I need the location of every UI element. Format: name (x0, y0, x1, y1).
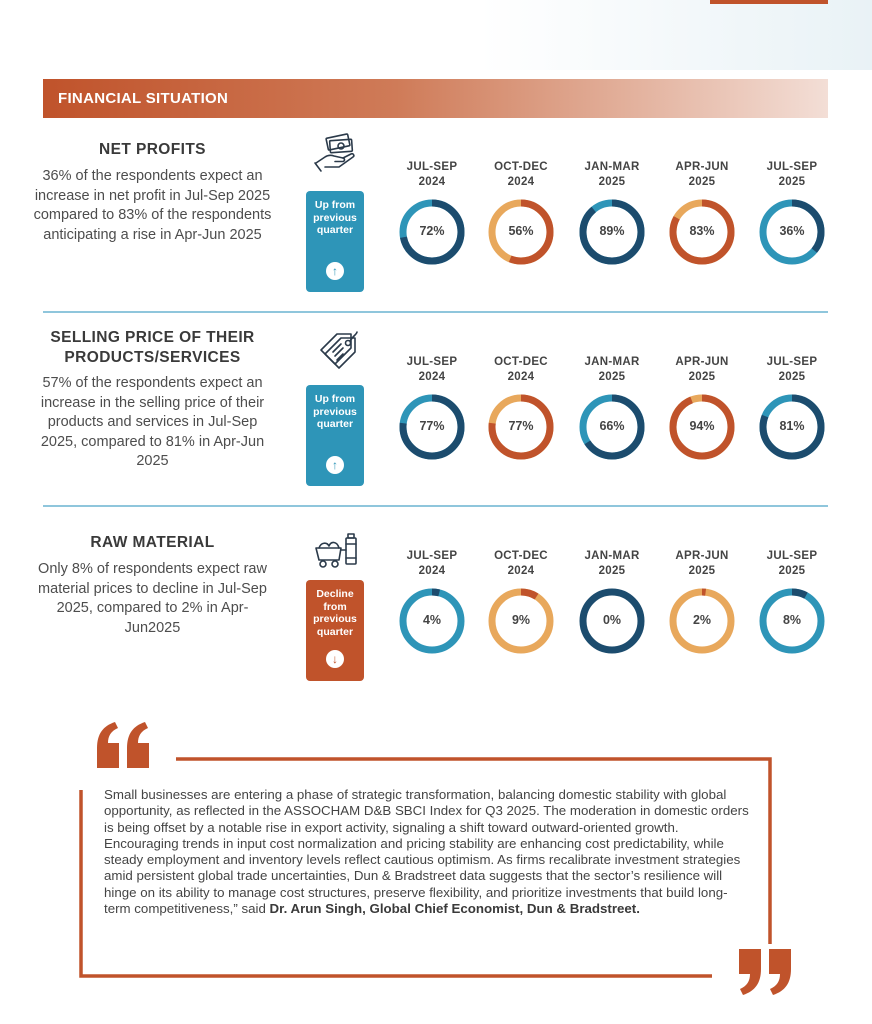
close-quote-icon (733, 944, 795, 999)
donut-value: 89% (599, 224, 625, 238)
donut-value: 2% (692, 613, 712, 627)
donut-value: 77% (508, 419, 534, 433)
period-label: OCT-DEC 2024 (494, 161, 548, 188)
open-quote-icon (93, 718, 155, 773)
section-title: SELLING PRICE OF THEIR PRODUCTS/SERVICES (50, 329, 255, 366)
donut-value: 83% (689, 224, 715, 238)
period-label: JUL-SEP 2025 (766, 161, 818, 188)
arrow-up-icon: ↑ (326, 456, 344, 474)
period-label: JAN-MAR 2025 (584, 161, 640, 188)
donut-value: 4% (422, 613, 442, 627)
period-label: JUL-SEP 2024 (406, 161, 458, 188)
period-label: JAN-MAR 2025 (584, 356, 640, 383)
period-label: JUL-SEP 2025 (766, 550, 818, 577)
period-label: JUL-SEP 2025 (766, 356, 818, 383)
quote-attribution: Dr. Arun Singh, Global Chief Economist, Dun & Bradstreet. (269, 901, 640, 917)
donut-value: 9% (511, 613, 531, 627)
donut-value: 66% (599, 419, 625, 433)
period-label: APR-JUN 2025 (675, 161, 729, 188)
donut-value: 56% (508, 224, 534, 238)
section-title: RAW MATERIAL (90, 534, 215, 551)
badge-label: Up from previous quarter (313, 393, 357, 430)
period-label: JUL-SEP 2024 (406, 550, 458, 577)
donut-value: 36% (779, 224, 805, 238)
period-label: OCT-DEC 2024 (494, 356, 548, 383)
period-label: JUL-SEP 2024 (406, 356, 458, 383)
period-label: JAN-MAR 2025 (584, 550, 640, 577)
quote-text (104, 787, 754, 917)
period-label: OCT-DEC 2024 (494, 550, 548, 577)
badge-label: Decline from previous quarter (313, 588, 357, 638)
period-label: APR-JUN 2025 (675, 356, 729, 383)
donut-value: 81% (779, 419, 805, 433)
quote-body: Small businesses are entering a phase of strategic transformation, balancing domestic stability with global opportunity, as reflected in the ASSOCHAM D&B SBCI Index for Q3 2025. The moderation in domestic orders is being offset by a notable rise in export activity, signaling a shift toward outward-oriented growth. Encouraging trends in input cost normalization and pricing stability are enhancing cost predictability, while steady employment and inventory levels reflect cautious optimism. As firms recalibrate investment strategies amid persistent global trade uncertainties, Dun & Bradstreet data suggests that the sector’s resilience will hinge on its ability to manage cost structures, preserve flexibility, and prioritize investments that build long-term competitiveness,” said (104, 787, 749, 917)
period-label: APR-JUN 2025 (675, 550, 729, 577)
section-description: 36% of the respondents expect an increase in net profit in Jul-Sep 2025 compared to 83% of the respondents anticipating a rise in Apr-Jun 2025 (33, 168, 272, 243)
section-description: Only 8% of respondents expect raw material prices to decline in Jul-Sep 2025, compared to 2% in Apr-Jun2025 (38, 561, 267, 636)
donut-value: 72% (419, 224, 445, 238)
donut-value: 0% (602, 613, 622, 627)
donut-value: 77% (419, 419, 445, 433)
donut-value: 8% (782, 613, 802, 627)
badge-label: Up from previous quarter (313, 199, 357, 236)
donut-value: 94% (689, 419, 715, 433)
banner-title: FINANCIAL SITUATION (58, 90, 229, 107)
arrow-down-icon: ↓ (326, 650, 344, 668)
section-description: 57% of the respondents expect an increase in the selling price of their products and services in Jul-Sep 2025, compared to 81% in Apr-Jun 2025 (40, 375, 265, 469)
section-title: NET PROFITS (99, 141, 206, 158)
arrow-up-icon: ↑ (326, 262, 344, 280)
